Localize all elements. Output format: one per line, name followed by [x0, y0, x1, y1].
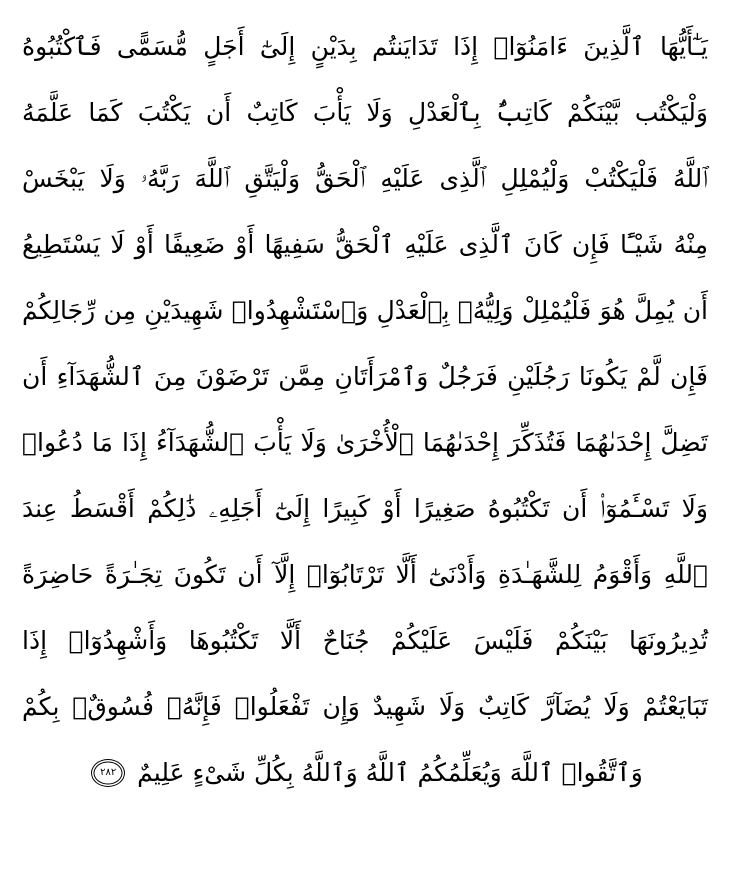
ayah-line: فَإِن لَّمْ يَكُونَا رَجُلَيْنِ فَرَجُلٌ وَٱمْرَأَتَانِ مِمَّن تَرْضَوْنَ مِنَ ٱلشُّهَدَآءِ أَن [22, 362, 708, 391]
ayah-line: تُدِيرُونَهَا بَيْنَكُمْ فَلَيْسَ عَلَيْكُمْ جُنَاحٌ أَلَّا تَكْتُبُوهَا وَأَشْهِدُوٓا۟ إِذَا [22, 626, 708, 655]
ayah-line-final [22, 740, 708, 806]
ayah-line: وَلَا تَسْـَٔمُوٓا۟ أَن تَكْتُبُوهُ صَغِيرًا أَوْ كَبِيرًا إِلَىٰٓ أَجَلِهِۦ ذَٰلِكُمْ أَقْسَطُ عِندَ [22, 494, 708, 523]
ayah-line: ٱللَّهُ فَلْيَكْتُبْ وَلْيُمْلِلِ ٱلَّذِى عَلَيْهِ ٱلْحَقُّ وَلْيَتَّقِ ٱللَّهَ رَبَّهُۥ وَلَا يَبْخَسْ [22, 164, 708, 193]
ayah-line: ٱللَّهِ وَأَقْوَمُ لِلشَّهَـٰدَةِ وَأَدْنَىٰٓ أَلَّا تَرْتَابُوٓا۟ إِلَّآ أَن تَكُونَ تِجَـٰرَةً حَاضِرَةً [22, 560, 708, 589]
ayah-final-text: وَٱتَّقُوا۟ ٱللَّهَ وَيُعَلِّمُكُمُ ٱللَّهُ وَٱللَّهُ بِكُلِّ شَىْءٍ عَلِيمٌ [137, 758, 643, 787]
ayah-number: ٢٨٢ [100, 767, 117, 778]
ayah-line: يَـٰٓأَيُّهَا ٱلَّذِينَ ءَامَنُوٓا۟ إِذَا تَدَايَنتُم بِدَيْنٍ إِلَىٰٓ أَجَلٍ مُّسَمًّى فَٱكْتُبُوهُ [22, 32, 708, 61]
ayah-line: أَن يُمِلَّ هُوَ فَلْيُمْلِلْ وَلِيُّهُۥ بِٱلْعَدْلِ وَٱسْتَشْهِدُوا۟ شَهِيدَيْنِ مِن رِّجَالِكُمْ [22, 296, 708, 325]
ayah-line: تَبَايَعْتُمْ وَلَا يُضَآرَّ كَاتِبٌ وَلَا شَهِيدٌ وَإِن تَفْعَلُوا۟ فَإِنَّهُۥ فُسُوقٌۢ بِكُمْ [22, 692, 708, 721]
ayah-line: وَلْيَكْتُب بَّيْنَكُمْ كَاتِبٌۢ بِٱلْعَدْلِ وَلَا يَأْبَ كَاتِبٌ أَن يَكْتُبَ كَمَا عَلَّمَهُ [22, 98, 708, 127]
ayah-end-marker-icon [91, 759, 125, 787]
ayah-line: تَضِلَّ إِحْدَىٰهُمَا فَتُذَكِّرَ إِحْدَىٰهُمَا ٱلْأُخْرَىٰ وَلَا يَأْبَ ٱلشُّهَدَآءُ إِذَا مَا دُعُوا۟ [22, 428, 708, 457]
ayah-line: مِنْهُ شَيْـًٔا فَإِن كَانَ ٱلَّذِى عَلَيْهِ ٱلْحَقُّ سَفِيهًا أَوْ ضَعِيفًا أَوْ لَا يَسْتَطِيعُ [22, 230, 708, 259]
